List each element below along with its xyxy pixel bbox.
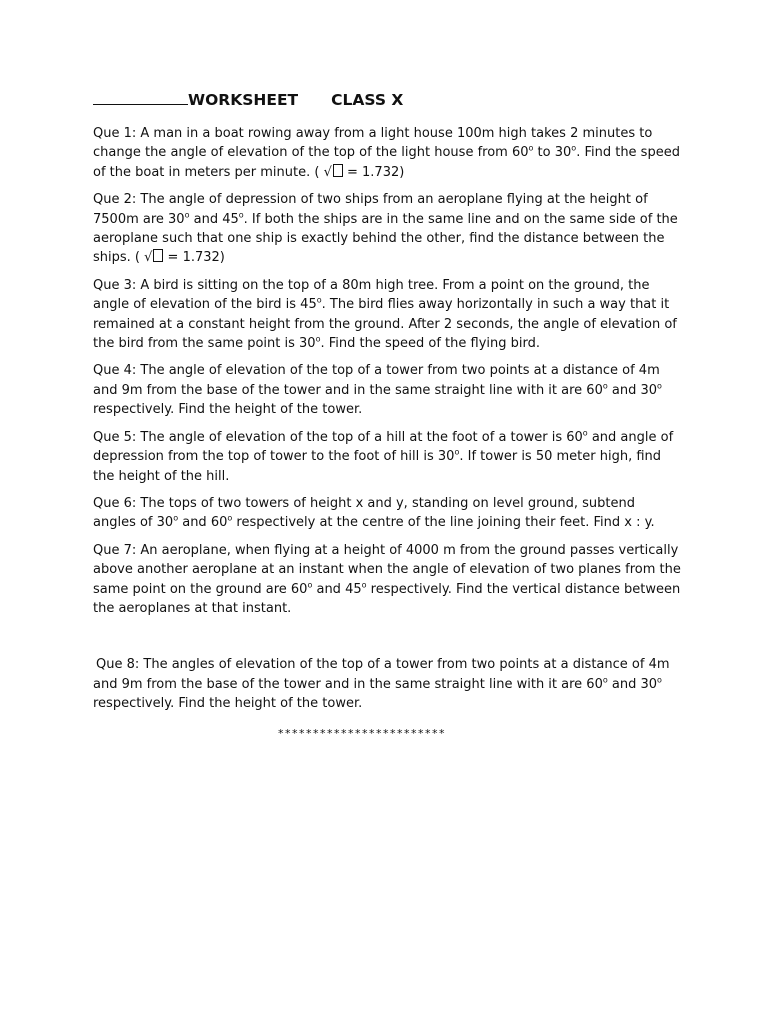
question-text: The angles of elevation of the top of a tower from two points at a distance of 4m and 9m from the base of the tower and in the same straight line with it are 60 [93,657,670,692]
name-blank-line [93,89,188,105]
degree-sign: o [316,295,322,305]
degree-sign: o [184,210,190,220]
square-root-icon: √ [324,163,343,182]
question-3: Que 3: A bird is sitting on the top of a 80m high tree. From a point on the ground, the angle of elevation of the bird is 45$^o$. The bird flies away horizontally in such a way that it remained at a constant height from the ground. After 2 seconds, the angle of elevation of the bird from the same point is 30$^o$. Find the speed of the flying bird. [93,277,677,352]
degree-sign: o [315,334,321,344]
question-8: Que 8: The angles of elevation of the top of a tower from two points at a distance of 4m and 9m from the base of the tower and in the same straight line with it are 60$^o$ and 30$^o$ respectively. Find the height of the tower. [93,657,670,712]
degree-sign: o [361,580,367,590]
degree-sign: o [602,381,608,391]
worksheet-page [93,89,681,740]
question-label: Que 7: [93,542,137,558]
degree-sign: o [454,447,460,457]
question-label: Que 2: [93,192,137,208]
degree-sign: o [528,144,534,154]
question-1: Que 1: A man in a boat rowing away from a light house 100m high takes 2 minutes to change the angle of elevation of the top of the light house from 60$^o$ to 30$^o$. Find the speed of the boat in meters per minute. ( √ = 1.732) [93,124,681,182]
square-root-icon: √ [144,248,163,267]
worksheet-title: WORKSHEET [188,91,299,109]
question-5: Que 5: The angle of elevation of the top of a hill at the foot of a tower is 60$^o$ and angle of depression from the top of tower to the foot of hill is 30$^o$. If tower is 50 meter high, find the height of the hill. [93,428,674,484]
question-text: The angle of elevation of the top of a hill at the foot of a tower is 60 [140,429,583,445]
question-2: Que 2: The angle of depression of two ships from an aeroplane flying at the height of 7500m are 30$^o$ and 45$^o$. If both the ships are in the same line and on the same side of the aeroplane such that one ship is exactly behind the other, find the distance between the ships. ( √ = 1.732) [93,190,681,268]
question-4: Que 4: The angle of elevation of the top of a tower from two points at a distance of 4m and 9m from the base of the tower and in the same straight line with it are 60$^o$ and 30$^o$ respectively. Find the height of the tower. [93,363,662,418]
question-label: Que 1: [93,126,137,141]
question-label: Que 3: [93,277,137,293]
degree-sign: o [602,675,608,685]
placeholder-box-icon [333,164,343,177]
class-label: CLASS X [331,91,404,109]
degree-sign: o [173,513,179,523]
question-label: Que 6: [93,495,137,511]
question-label: Que 4: [93,363,137,379]
degree-sign: o [307,580,313,590]
degree-sign: o [582,428,588,438]
question-text: The tops of two towers of height x and y, standing on level ground, subtend angles of 30 [93,495,635,531]
question-label: Que 5: [93,429,137,445]
question-text: The angle of elevation of the top of a tower from two points at a distance of 4m and 9m from the base of the tower and in the same straight line with it are 60 [93,363,660,398]
question-label: Que 8: [96,657,140,673]
question-7: Que 7: An aeroplane, when flying at a height of 4000 m from the ground passes vertically above another aeroplane at an instant when the angle of elevation of two planes from the same point on the ground are 60$^o$ and 45$^o$ respectively. Find the vertical distance between the aeroplanes at that instant. [93,542,681,616]
end-separator-stars: ************************ [278,727,446,740]
degree-sign: o [657,381,662,391]
worksheet-heading [93,89,681,110]
question-text: The angle of depression of two ships from an aeroplane flying at the height of 7500m are 30 [93,192,648,227]
question-6: Que 6: The tops of two towers of height x and y, standing on level ground, subtend angles of 30$^o$ and 60$^o$ respectively at the centre of the line joining their feet. Find x : y. [93,495,655,531]
question-text: A bird is sitting on the top of a 80m high tree. From a point on the ground, the angle of elevation of the bird is 45 [93,277,650,313]
placeholder-box-icon [153,249,163,262]
degree-sign: o [227,513,233,523]
degree-sign: o [657,675,662,685]
degree-sign: o [238,210,244,220]
question-text: A man in a boat rowing away from a light house 100m high takes 2 minutes to change the angle of elevation of the top of the light house from 60 [93,126,653,161]
question-text: An aeroplane, when flying at a height of 4000 m from the ground passes vertically above another aeroplane at an instant when the angle of elevation of two planes from the same point on the ground are 60 [93,542,681,597]
degree-sign: o [571,144,577,154]
